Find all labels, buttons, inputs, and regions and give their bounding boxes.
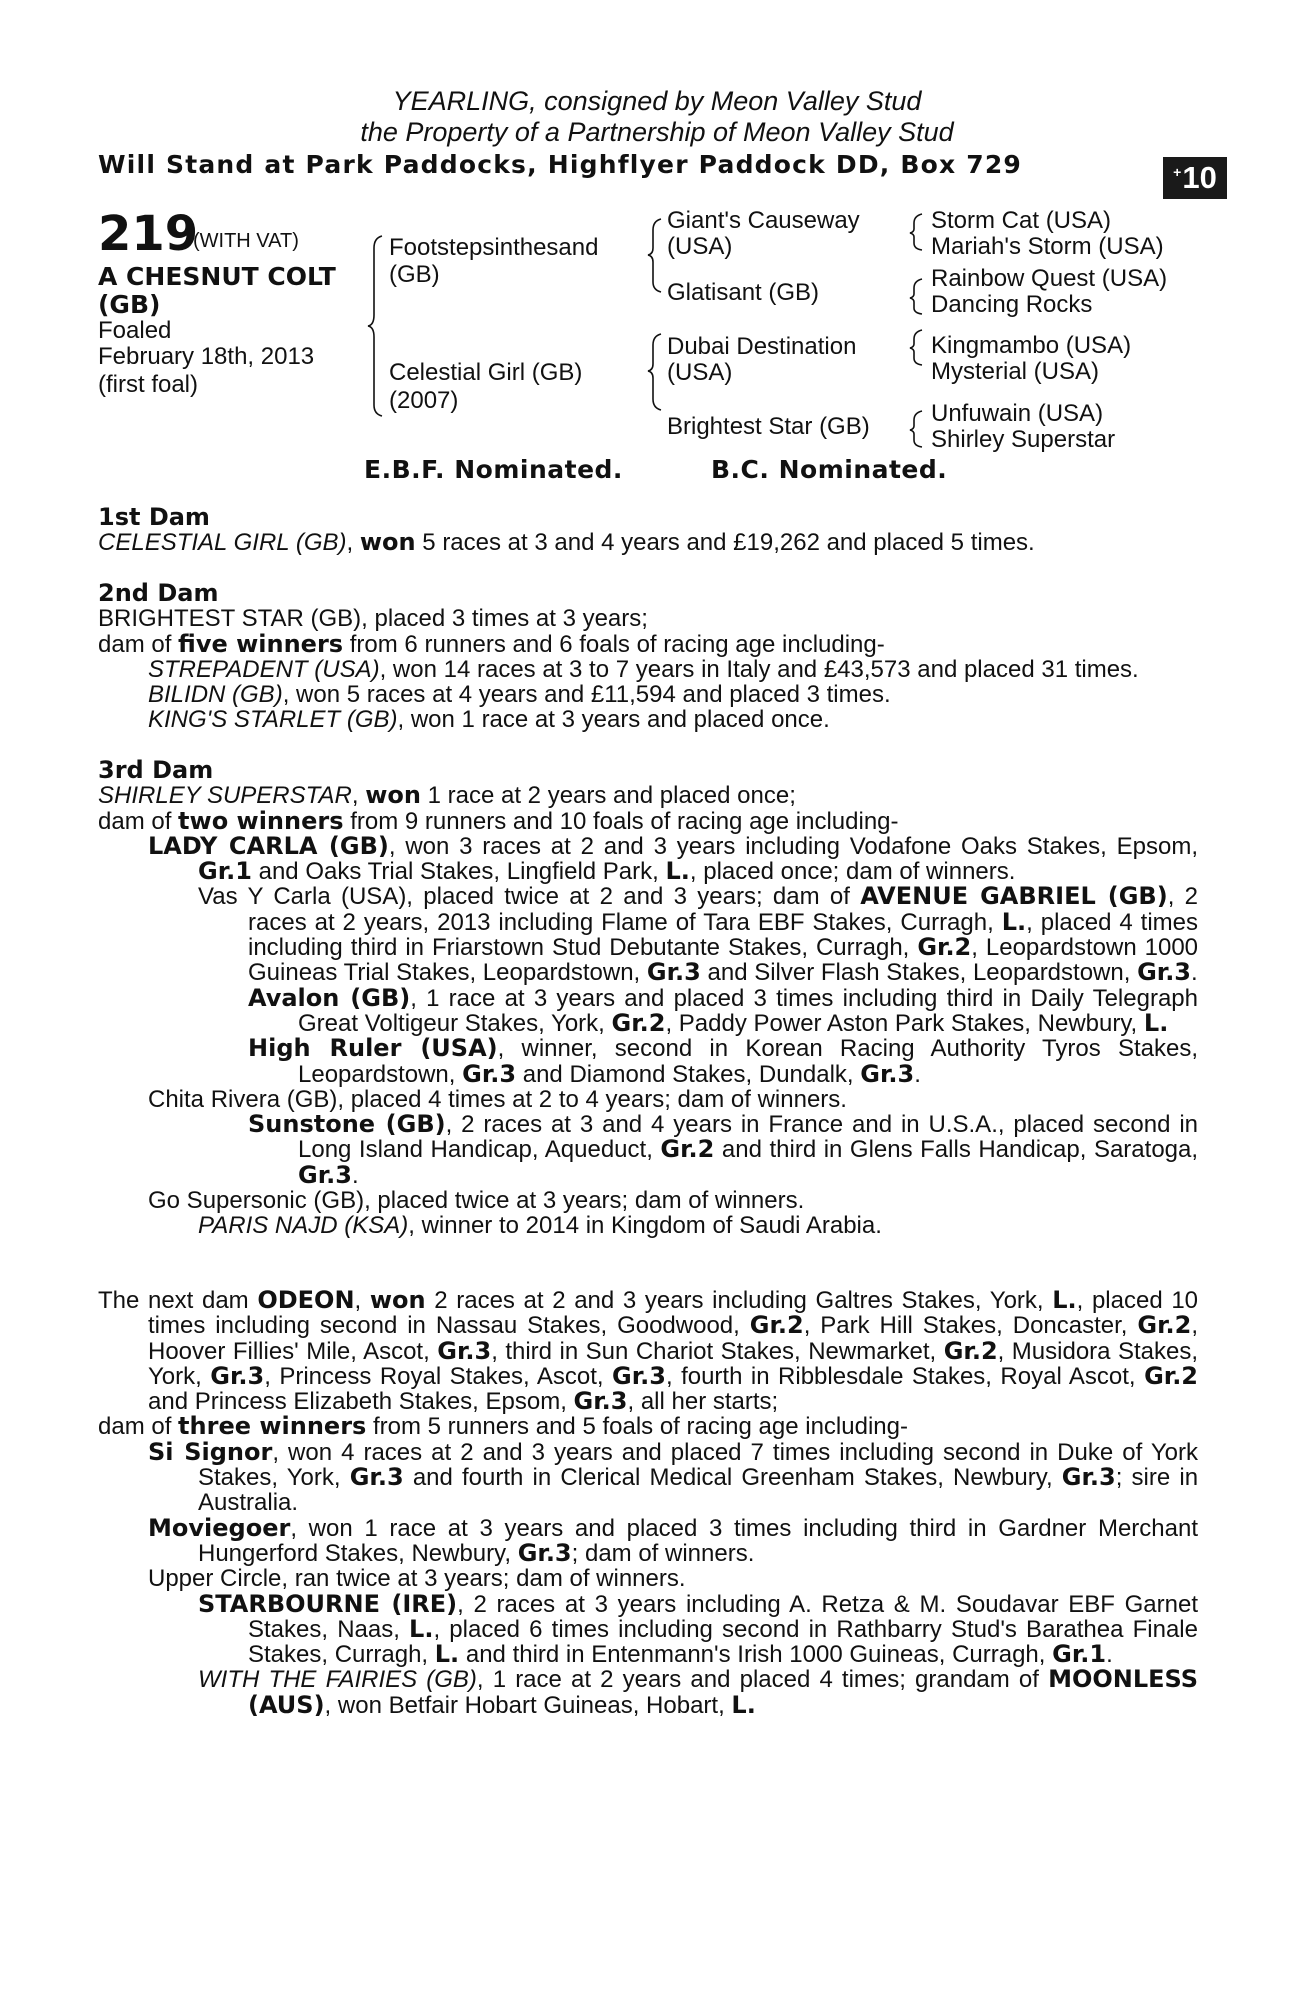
progeny-text: and Diamond Stakes, Dundalk,	[522, 1060, 854, 1088]
progeny-text: , winner, second in Korean Racing Authority Tyros Stakes, Leopardstown,	[298, 1035, 1198, 1088]
sire-sire: Giant's Causeway	[667, 207, 860, 234]
progeny-text: , winner to 2014 in Kingdom of Saudi Arabia.	[408, 1212, 882, 1240]
next-dam-name: ODEON	[257, 1286, 355, 1314]
dam-of-label: dam of	[98, 807, 172, 835]
progeny-bilidn	[98, 682, 1198, 707]
listed-label: L.	[1052, 1286, 1077, 1314]
third-dam-section	[98, 758, 1198, 1239]
grade-label: Gr.2	[1144, 1361, 1199, 1390]
ss-bracket	[910, 214, 922, 250]
progeny-text: , won 4 races at 2 and 3 years and placed 7 times including second in Duke of York Stakes, York,	[198, 1438, 1198, 1492]
progeny-name: PARIS NAJD (KSA)	[198, 1212, 409, 1240]
grade-label: Gr.3	[612, 1361, 666, 1390]
first-dam-text: 5 races at 3 and 4 years and £19,262 and placed 5 times.	[422, 529, 1035, 557]
dd-sire: Unfuwain (USA)	[931, 400, 1104, 427]
progeny-go-supersonic: Go Supersonic (GB), placed twice at 3 years; dam of winners.	[148, 1187, 805, 1215]
progeny-name: MOONLESS (AUS)	[248, 1665, 1199, 1719]
third-dam-produce	[98, 806, 1198, 835]
dam-dam: Brightest Star (GB)	[667, 413, 870, 440]
progeny-name: Sunstone (GB)	[248, 1110, 446, 1139]
next-dam-section	[98, 1288, 1198, 1718]
progeny-name: Avalon (GB)	[248, 983, 411, 1012]
runners-text: from 5 runners and 5 foals of racing age including-	[373, 1413, 908, 1441]
progeny-text: , won 14 races at 3 to 7 years in Italy and £43,573 and placed 31 times.	[379, 655, 1139, 683]
progeny-name: AVENUE GABRIEL (GB)	[860, 882, 1168, 911]
lot-title-country: (GB)	[98, 290, 161, 319]
listed-label: L.	[409, 1614, 434, 1643]
progeny-avalon	[98, 983, 1198, 1037]
sd-bracket	[910, 279, 922, 314]
progeny-text: , 2 races at 3 years including A. Retza & M. Soudavar EBF Garnet Stakes, Naas,	[248, 1590, 1198, 1643]
progeny-starbourne: STARBOURNE (IRE), 2 races at 3 years including A. Retza & M. Soudavar EBF Garnet Stakes, Naas, L., placed 6 times including second in Rathbarry Stud's Barathea Finale Stakes, Curragh, L. and third in Entenmann's Irish 1000 Guineas, Curragh, Gr.1.	[198, 1589, 1198, 1669]
second-dam-heading: 2nd Dam	[98, 579, 219, 607]
won-label: won	[359, 528, 416, 557]
third-dam-text: 1 race at 2 years and placed once;	[427, 782, 796, 810]
progeny-name: STARBOURNE (IRE)	[198, 1589, 458, 1618]
listed-label: L.	[1001, 907, 1027, 936]
progeny-kings-starlet	[98, 707, 1198, 732]
bc-nominated: B.C. Nominated.	[711, 455, 948, 484]
grade-label: Gr.3	[573, 1387, 628, 1416]
progeny-text: ; dam of winners.	[571, 1539, 755, 1567]
badge-number: 10	[1182, 160, 1217, 195]
next-dam-record: The next dam ODEON, won 2 races at 2 and 3 years including Galtres Stakes, York, L., placed 10 times including second in Nassau Stakes, Goodwood, Gr.2, Park Hill Stakes, Doncaster, Gr.2, Hoover Fillies' Mile, Ascot, Gr.3, third in Sun Chariot Stakes, Newmarket, Gr.2, Musidora Stakes, York, Gr.3, Princess Royal Stakes, Ascot, Gr.3, fourth in Ribblesdale Stakes, Royal Ascot, Gr.2 and Princess Elizabeth Stakes, Epsom, Gr.3, all her starts;	[98, 1286, 1199, 1416]
property-line: the Property of a Partnership of Meon Valley Stud	[360, 117, 954, 147]
progeny-text: , won 3 races at 2 and 3 years including Vodafone Oaks Stakes, Epsom,	[388, 832, 1198, 860]
sire: Footstepsinthesand	[389, 234, 599, 261]
record-text: , Park Hill Stakes, Doncaster,	[803, 1312, 1128, 1340]
third-dam-heading: 3rd Dam	[98, 756, 214, 784]
dam-sire-country: (USA)	[667, 359, 733, 386]
listed-label: L.	[434, 1640, 460, 1669]
sire-dam: Glatisant (GB)	[667, 279, 820, 306]
sd-dam: Dancing Rocks	[931, 291, 1093, 318]
listed-label: L.	[665, 857, 690, 886]
progeny-text: , placed 6 times including second in Rathbarry Stud's Barathea Finale Stakes, Curragh,	[248, 1615, 1198, 1669]
progeny-text: , won 1 race at 3 years and placed 3 times including third in Gardner Merchant Hungerford Stakes, Newbury,	[198, 1514, 1198, 1567]
progeny-upper-circle: Upper Circle, ran twice at 3 years; dam of winners.	[148, 1565, 686, 1593]
progeny-moviegoer	[98, 1513, 1198, 1567]
dam-of-label: dam of	[98, 630, 172, 658]
grade-label: Gr.3	[646, 958, 701, 987]
stand-location: Will Stand at Park Paddocks, Highflyer Paddock DD, Box 729	[98, 150, 1023, 179]
second-dam-record: BRIGHTEST STAR (GB), placed 3 times at 3 years;	[98, 605, 648, 633]
dam-bracket	[648, 334, 661, 410]
grade-label: Gr.2	[611, 1008, 666, 1037]
progeny-text: , Paddy Power Aston Park Stakes, Newbury,	[665, 1009, 1138, 1037]
progeny-name: STREPADENT (USA)	[148, 655, 380, 683]
progeny-text: and third in Entenmann's Irish 1000 Guineas, Curragh,	[465, 1641, 1046, 1669]
ds-sire: Kingmambo (USA)	[931, 332, 1132, 359]
grade-label: Gr.1	[1052, 1640, 1107, 1669]
runners-text: from 9 runners and 10 foals of racing age including-	[350, 807, 899, 835]
won-label: won	[365, 781, 421, 810]
progeny-text: , placed once; dam of winners.	[689, 858, 1016, 886]
progeny-chita-rivera: Chita Rivera (GB), placed 4 times at 2 to 4 years; dam of winners.	[148, 1085, 847, 1113]
progeny-text: , won Betfair Hobart Guineas, Hobart,	[324, 1691, 725, 1719]
grade-label: Gr.3	[1137, 958, 1192, 987]
grade-label: Gr.2	[943, 1336, 998, 1365]
winners-count: two winners	[178, 806, 344, 835]
record-text: , all her starts;	[627, 1388, 779, 1416]
won-label: won	[369, 1286, 426, 1314]
grade-label: Gr.3	[437, 1336, 492, 1365]
progeny-text: and Oaks Trial Stakes, Lingfield Park,	[258, 858, 659, 886]
listed-label: L.	[731, 1690, 756, 1719]
progeny-text: and Silver Flash Stakes, Leopardstown,	[707, 959, 1131, 987]
gen1-bracket	[368, 236, 382, 416]
progeny-name: Moviegoer	[148, 1513, 291, 1542]
plus-icon: +	[1173, 164, 1182, 180]
winners-count: three winners	[178, 1412, 367, 1441]
grade-label: Gr.2	[1137, 1311, 1192, 1340]
ds-dam: Mysterial (USA)	[931, 358, 1100, 385]
record-text: and Princess Elizabeth Stakes, Epsom,	[148, 1388, 567, 1416]
grade-label: Gr.3	[349, 1463, 404, 1492]
ds-bracket	[910, 330, 922, 365]
progeny-text: , placed 4 times including third in Friarstown Stud Debutante Stakes, Curragh,	[248, 908, 1199, 962]
sire-bracket	[648, 219, 661, 292]
foaled-label: Foaled	[98, 317, 172, 344]
second-dam-produce	[98, 629, 1198, 658]
runners-text: from 6 runners and 6 foals of racing age including-	[349, 630, 885, 658]
record-text: , Musidora Stakes, York,	[148, 1337, 1199, 1390]
progeny-name: High Ruler (USA)	[248, 1034, 498, 1063]
winners-count: five winners	[178, 629, 344, 658]
record-text: , Hoover Fillies' Mile, Ascot,	[148, 1312, 1198, 1365]
grade-label: Gr.2	[749, 1311, 804, 1340]
lot-number: 219	[98, 206, 199, 262]
dd-bracket	[910, 411, 922, 447]
ebf-nominated: E.B.F. Nominated.	[364, 455, 623, 484]
grade-label: Gr.3	[298, 1160, 352, 1189]
dam-of-label: dam of	[98, 1413, 172, 1441]
progeny-si-signor	[98, 1437, 1199, 1517]
record-text: , Princess Royal Stakes, Ascot,	[264, 1362, 604, 1390]
first-dam-record: CELESTIAL GIRL (GB), won 5 races at 3 and 4 years and £19,262 and placed 5 times.	[98, 528, 1035, 557]
listed-label: L.	[1143, 1008, 1169, 1037]
third-dam-name: SHIRLEY SUPERSTAR	[98, 782, 352, 810]
record-text: 2 races at 2 and 3 years including Galtres Stakes, York,	[434, 1287, 1044, 1314]
record-text: , third in Sun Chariot Stakes, Newmarket,	[491, 1337, 937, 1365]
dd-dam: Shirley Superstar	[931, 426, 1116, 453]
grade-label: Gr.3	[210, 1361, 265, 1390]
progeny-text: , 1 race at 3 years and placed 3 times including third in Daily Telegraph Great Voltigeur Stakes, York,	[298, 984, 1198, 1037]
progeny-text: , 1 race at 2 years and placed 4 times; grandam of	[476, 1666, 1039, 1694]
sd-sire: Rainbow Quest (USA)	[931, 265, 1168, 292]
progeny-sunstone: Sunstone (GB), 2 races at 3 and 4 years in France and in U.S.A., placed second in Long Island Handicap, Aqueduct, Gr.2 and third in Glens Falls Handicap, Saratoga, Gr.3.	[248, 1110, 1199, 1189]
grade-label: Gr.2	[660, 1135, 715, 1164]
foaled-date: February 18th, 2013	[98, 343, 315, 370]
progeny-name: LADY CARLA (GB)	[148, 831, 389, 860]
dam-sire: Dubai Destination	[667, 333, 857, 360]
first-dam-section	[98, 505, 1198, 556]
progeny-with-the-fairies	[98, 1667, 1198, 1718]
foal-note: (first foal)	[98, 371, 199, 398]
vat-note: (WITH VAT)	[193, 230, 299, 252]
dam-year: (2007)	[389, 387, 459, 414]
progeny-text: Vas Y Carla (USA), placed twice at 2 and 3 years; dam of	[198, 883, 850, 911]
ss-sire: Storm Cat (USA)	[931, 207, 1112, 234]
progeny-high-ruler: High Ruler (USA), winner, second in Korean Racing Authority Tyros Stakes, Leopardstown, Gr.3 and Diamond Stakes, Dundalk, Gr.3.	[248, 1034, 1198, 1088]
progeny-text: , won 1 race at 3 years and placed once.	[397, 706, 830, 734]
next-dam-produce	[98, 1414, 1198, 1439]
progeny-text: and third in Glens Falls Handicap, Saratoga,	[721, 1136, 1199, 1164]
lot-title: A CHESNUT COLT	[98, 262, 336, 291]
progeny-paris-najd	[98, 1213, 1198, 1238]
grade-label: Gr.3	[1061, 1463, 1116, 1492]
progeny-strepadent	[98, 657, 1198, 682]
progeny-name: BILIDN (GB)	[148, 681, 283, 709]
progeny-text: , 2 races at 2 years, 2013 including Flame of Tara EBF Stakes, Curragh,	[248, 883, 1199, 936]
progeny-name: Si Signor	[148, 1437, 273, 1466]
progeny-text: ; sire in Australia.	[198, 1464, 1199, 1517]
progeny-text: , Leopardstown 1000 Guineas Trial Stakes, Leopardstown,	[248, 934, 1199, 987]
consignor-line: YEARLING, consigned by Meon Valley Stud	[392, 86, 922, 116]
next-dam-intro: The next dam	[98, 1287, 249, 1314]
dam: Celestial Girl (GB)	[389, 359, 583, 386]
record-text: , fourth in Ribblesdale Stakes, Royal Ascot,	[665, 1362, 1136, 1390]
progeny-text: and fourth in Clerical Medical Greenham Stakes, Newbury,	[412, 1464, 1053, 1492]
third-dam-record: SHIRLEY SUPERSTAR, won 1 race at 2 years and placed once;	[98, 781, 796, 810]
progeny-vas-y-carla: Vas Y Carla (USA), placed twice at 2 and 3 years; dam of AVENUE GABRIEL (GB), 2 races at 2 years, 2013 including Flame of Tara EBF Stakes, Curragh, L., placed 4 times including third in Friarstown Stud Debutante Stakes, Curragh, Gr.2, Leopardstown 1000 Guineas Trial Stakes, Leopardstown, Gr.3 and Silver Flash Stakes, Leopardstown, Gr.3.	[198, 882, 1199, 987]
progeny-text: , won 5 races at 4 years and £11,594 and placed 3 times.	[282, 681, 891, 709]
progeny-text: , 2 races at 3 and 4 years in France and in U.S.A., placed second in Long Island Handicap, Aqueduct,	[298, 1111, 1198, 1164]
second-dam-section	[98, 581, 1198, 733]
progeny-name: KING'S STARLET (GB)	[148, 706, 398, 734]
grade-label: Gr.3	[860, 1059, 915, 1088]
progeny-name: WITH THE FAIRIES (GB)	[198, 1666, 477, 1694]
sire-country: (GB)	[389, 261, 440, 288]
first-dam-heading: 1st Dam	[98, 503, 210, 531]
ss-dam: Mariah's Storm (USA)	[931, 233, 1164, 260]
progeny-lady-carla	[98, 831, 1198, 886]
first-dam-name: CELESTIAL GIRL (GB)	[98, 529, 347, 557]
grade-label: Gr.3	[517, 1538, 572, 1567]
grade-label: Gr.2	[917, 933, 972, 962]
grade-label: Gr.1	[198, 857, 252, 886]
record-text: , placed 10 times including second in Nassau Stakes, Goodwood,	[148, 1287, 1199, 1340]
sire-sire-country: (USA)	[667, 233, 733, 260]
grade-label: Gr.3	[462, 1059, 517, 1088]
